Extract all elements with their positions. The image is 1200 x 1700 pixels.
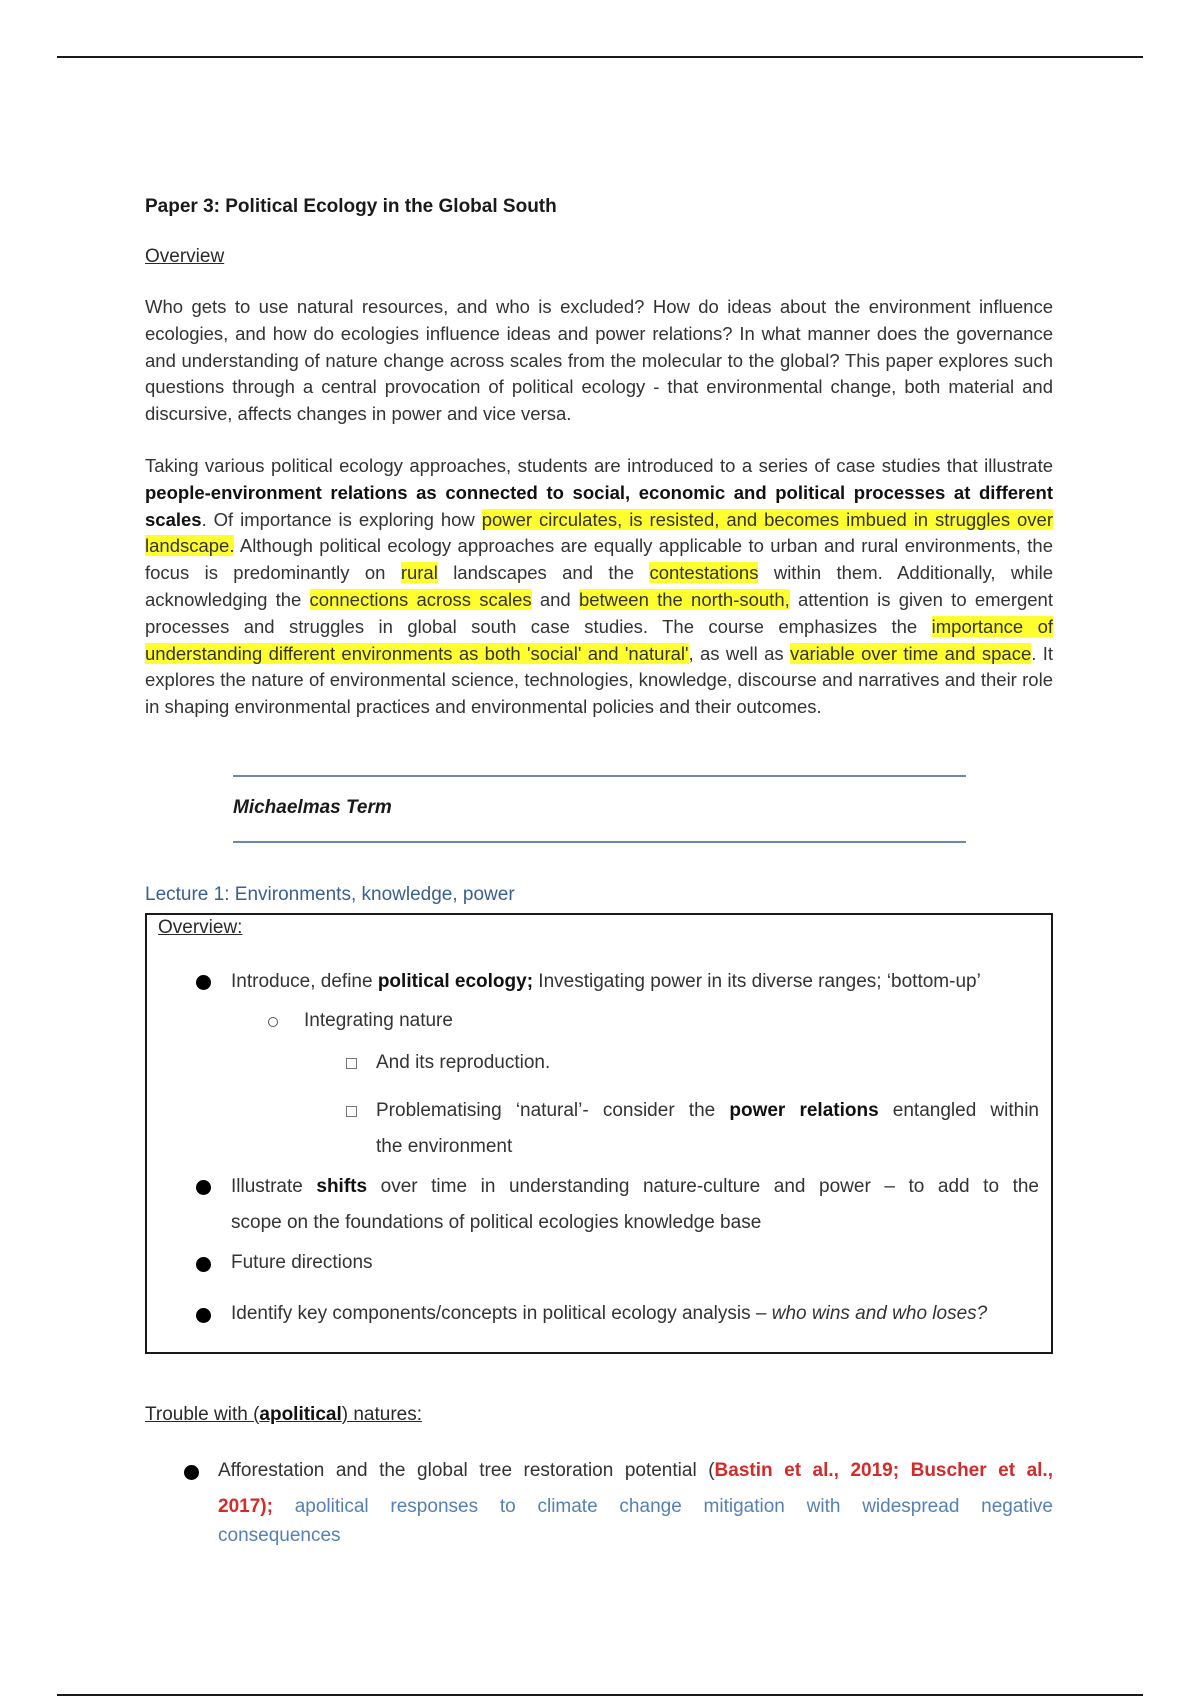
intro-paragraph: Who gets to use natural resources, and who is excluded? How do ideas about the environment influence ecologies, and how do ecologies influence ideas and power relations? In what manner does the governance and understanding of nature change across scales from the molecular to the global? This paper explores such questions through a central provocation of political ecology - that environmental change, both material and discursive, affects changes in power and vice versa. xyxy=(145,296,1053,425)
overview-box xyxy=(145,913,1053,1354)
list-item: And its reproduction. xyxy=(376,1052,551,1073)
sub-bullet-square xyxy=(346,1106,357,1117)
list-item: Introduce, define political ecology; Investigating power in its diverse ranges; ‘bottom-up’ xyxy=(231,971,981,992)
section-heading: Trouble with (apolitical) natures: xyxy=(145,1404,423,1425)
list-item: Problematising ‘natural’- consider the power relations entangled within xyxy=(376,1100,1039,1121)
bottom-rule xyxy=(57,1694,1143,1696)
bullet-dot xyxy=(196,1180,211,1195)
highlight: contestations xyxy=(649,562,759,584)
box-heading: Overview: xyxy=(158,917,243,938)
top-rule xyxy=(57,56,1143,58)
document-title: Paper 3: Political Ecology in the Global South xyxy=(145,196,557,217)
list-item-continuation: 2017); apolitical responses to climate change mitigation with widespread negative xyxy=(218,1496,1053,1517)
lecture-title: Lecture 1: Environments, knowledge, power xyxy=(145,884,515,905)
overview-heading: Overview xyxy=(145,246,225,267)
approach-paragraph: Taking various political ecology approaches, students are introduced to a series of case studies that illustrate people-environment relations as connected to social, economic and political processes at different scales. Of importance is exploring how power circulates, is resisted, and becomes imbued in struggles over landscape. Although political ecology approaches are equally applicable to urban and rural environments, the focus is predominantly on rural landscapes and the contestations within them. Additionally, while acknowledging the connections across scales and between the north-south, attention is given to emergent processes and struggles in global south case studies. The course emphasizes the importance of understanding different environments as both 'social' and 'natural', as well as variable over time and space. It explores the nature of environmental science, technologies, knowledge, discourse and narratives and their role in shaping environmental practices and environmental policies and their outcomes. xyxy=(145,455,1054,718)
list-item: Integrating nature xyxy=(304,1010,453,1031)
list-item-continuation: the environment xyxy=(376,1136,513,1157)
term-heading: Michaelmas Term xyxy=(233,797,392,818)
term-rule-top xyxy=(233,775,966,777)
bullet-dot xyxy=(184,1465,199,1480)
sub-bullet-square xyxy=(346,1058,357,1069)
highlight: variable over time and space xyxy=(789,642,1032,664)
list-item-continuation: consequences xyxy=(218,1525,341,1546)
bullet-dot xyxy=(196,1257,211,1272)
list-item: Identify key components/concepts in political ecology analysis – who wins and who loses? xyxy=(231,1303,988,1324)
bold-phrase: people-environment relations as connected to social, economic and political processes at different scales xyxy=(145,481,1053,530)
highlight: power circulates, is resisted, and becomes imbued in struggles over landscape. xyxy=(145,508,1053,557)
list-item: Future directions xyxy=(231,1252,373,1273)
highlight: connections across scales xyxy=(309,588,532,610)
list-item: Illustrate shifts over time in understanding nature-culture and power – to add to the xyxy=(231,1176,1039,1197)
highlight: importance of understanding different environments as both 'social' and 'natural' xyxy=(145,615,1054,664)
sub-bullet-circle xyxy=(268,1017,278,1027)
citation: Bastin et al., 2019; Buscher et al., xyxy=(714,1460,1053,1481)
citation: 2017); xyxy=(218,1496,273,1517)
term-rule-bottom xyxy=(233,841,966,843)
highlight: rural xyxy=(400,562,438,584)
bullet-dot xyxy=(196,975,211,990)
bullet-dot xyxy=(196,1308,211,1323)
highlight: between the north-south, xyxy=(578,588,790,610)
list-item: Afforestation and the global tree restoration potential (Bastin et al., 2019; Buscher et al., xyxy=(218,1460,1053,1481)
list-item-continuation: scope on the foundations of political ecologies knowledge base xyxy=(231,1212,762,1233)
